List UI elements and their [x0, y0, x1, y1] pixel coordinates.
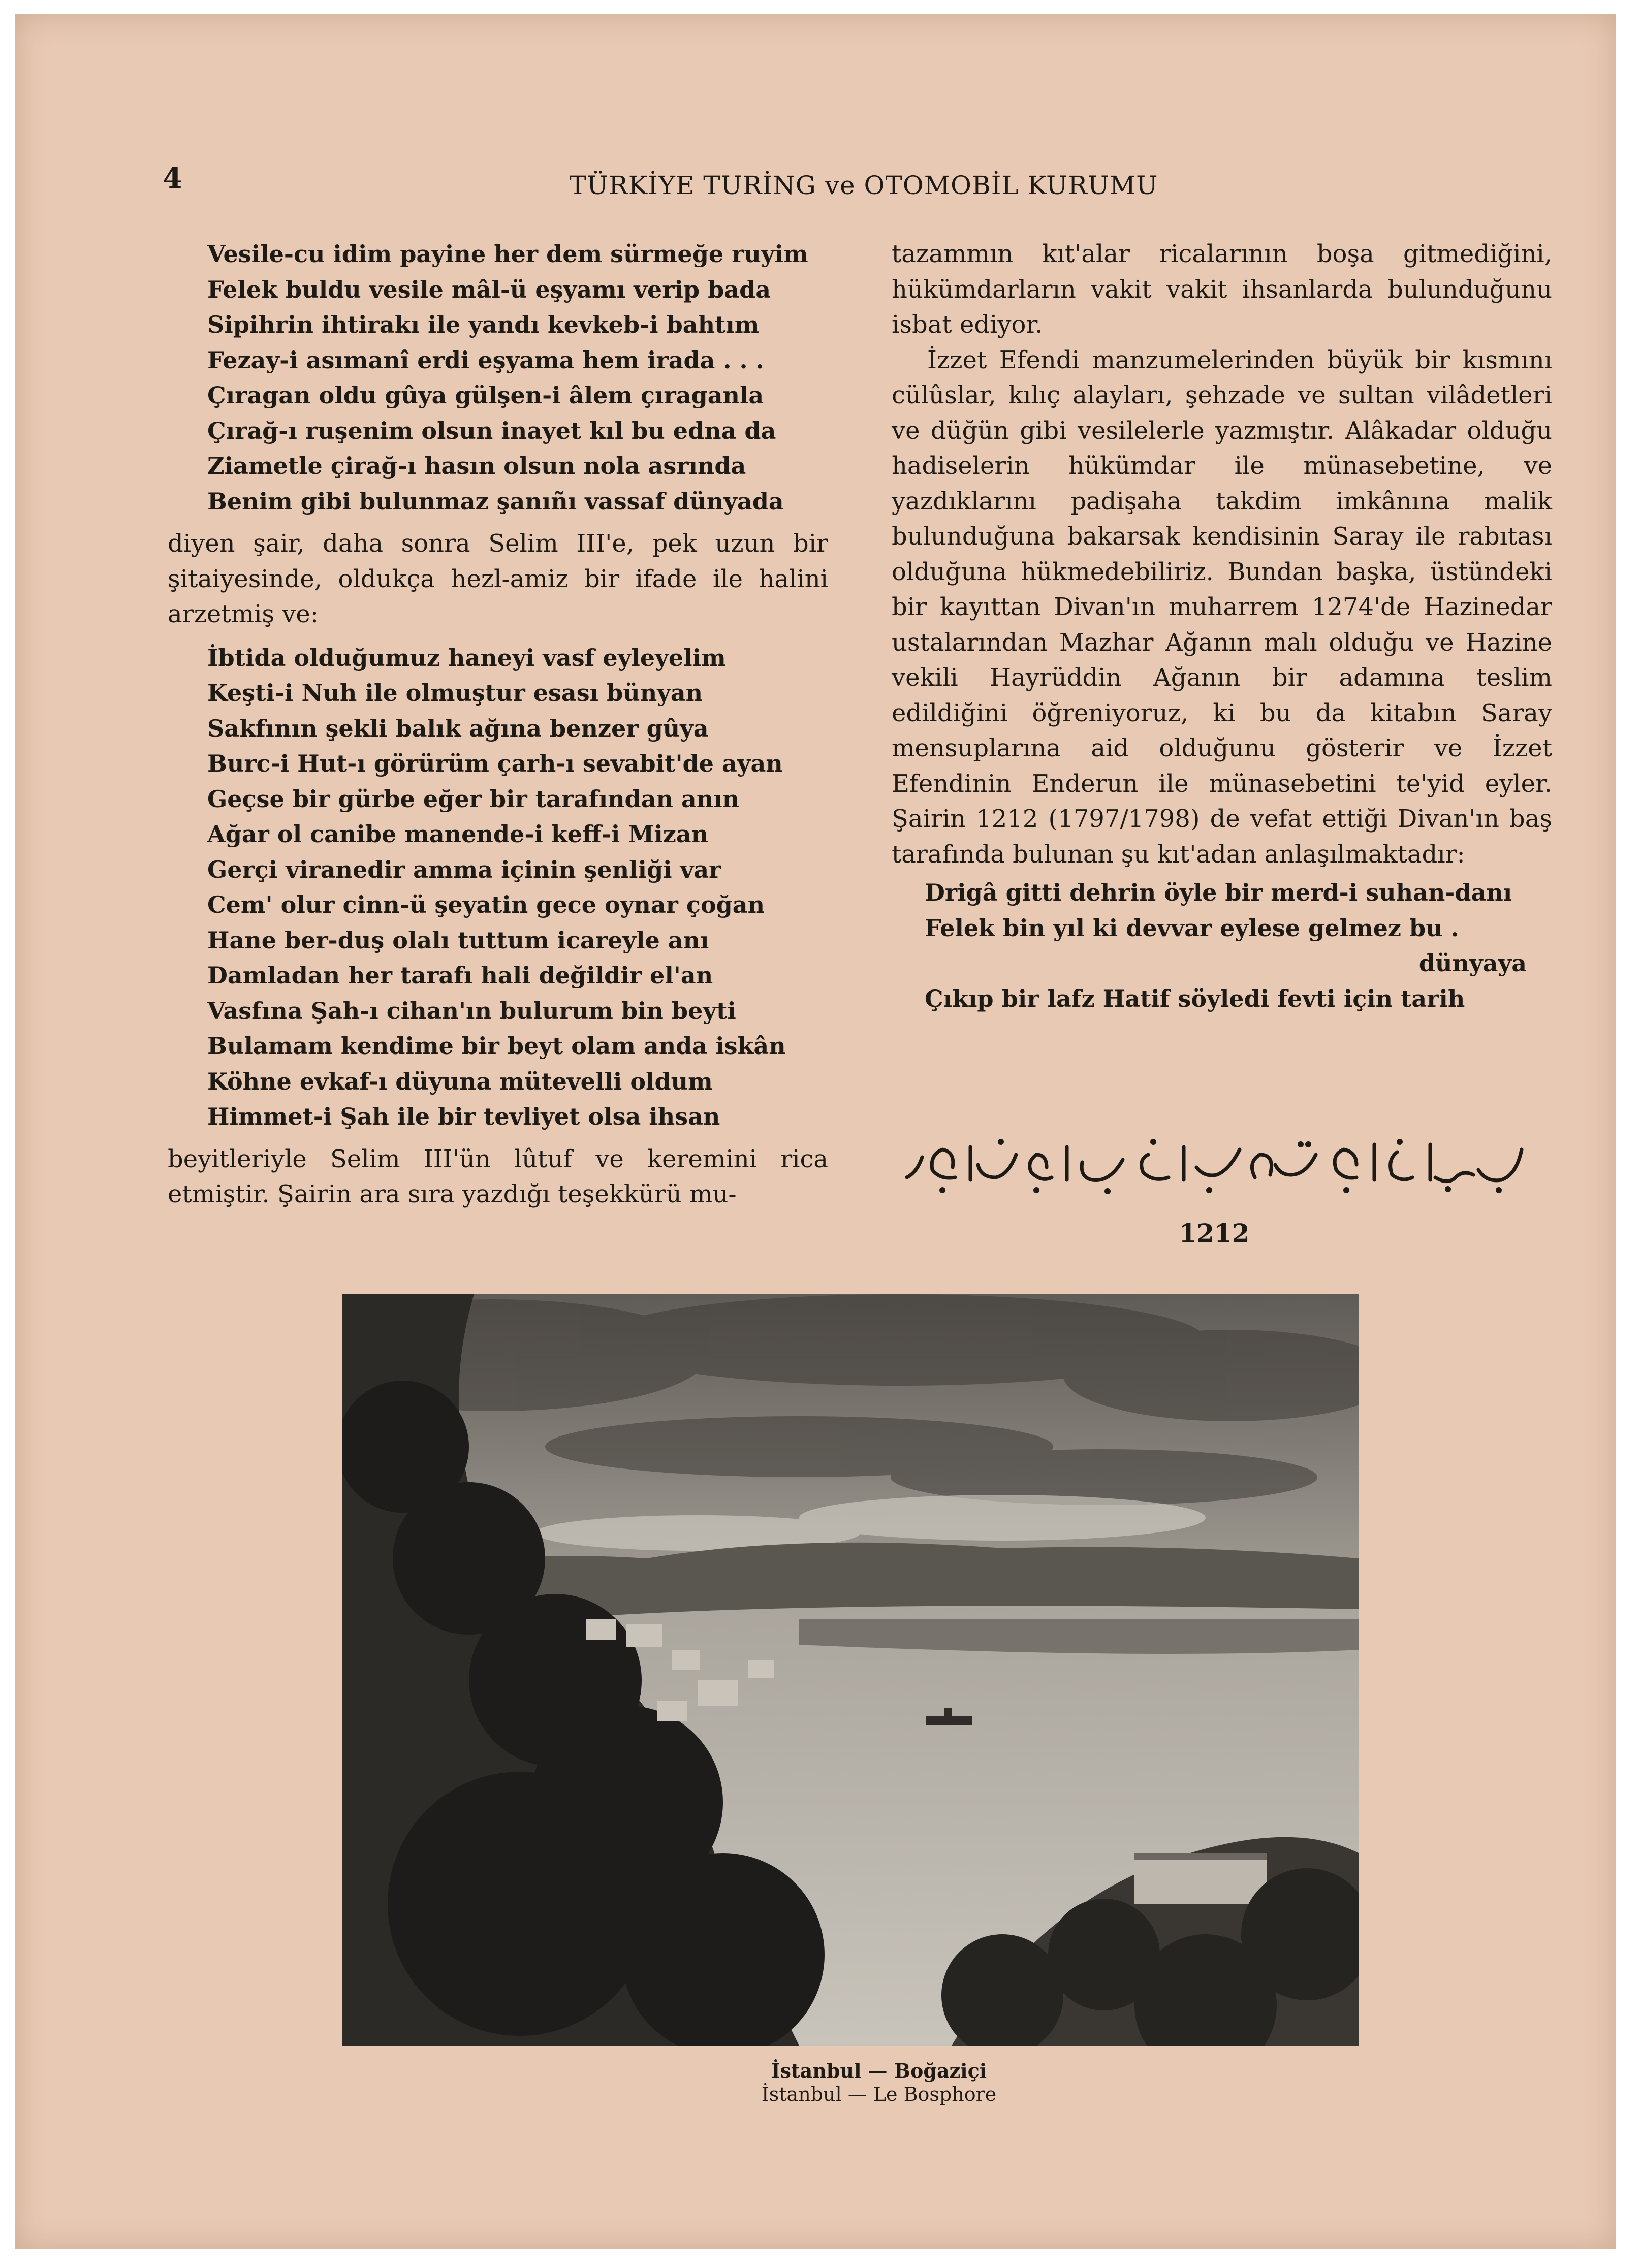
verse-line: Drigâ gitti dehrin öyle bir merd-i suhan-danı: [925, 879, 1512, 906]
caption-french: İstanbul — Le Bosphore: [761, 2083, 997, 2105]
prose-text: tazammın kıt'alar ricalarının boşa gitmediğini, hükümdarların vakit vakit ihsanlarda bulunduğunu isbat ediyor.: [892, 240, 1552, 339]
verse-block-2: [168, 641, 828, 1135]
prose-text: diyen şair, daha sonra Selim III'e, pek uzun bir şitaiyesinde, oldukça hezl-amiz bir ifade ile halini arzetmiş ve:: [168, 529, 828, 628]
verse-line: Cem' olur cinn-ü şeyatin gece oynar çoğan: [207, 891, 765, 918]
photo-caption: [625, 2059, 1133, 2106]
verse-line: Gerçi viranedir amma içinin şenliği var: [207, 855, 721, 883]
verse-line: Geçse bir gürbe eğer bir tarafından anın: [207, 785, 740, 813]
page: [15, 14, 1616, 2249]
running-head: TÜRKİYE TURİNG ve OTOMOBİL KURUMU: [569, 171, 1158, 200]
verse-line: Sakfının şekli balık ağına benzer gûya: [207, 714, 709, 742]
prose-paragraph: [168, 526, 828, 632]
ottoman-script-chronogram: [899, 1129, 1539, 1200]
verse-line: Vasfına Şah-ı cihan'ın bulurum bin beyti: [207, 997, 736, 1025]
verse-line: Çıragan oldu gûya gülşen-i âlem çıraganla: [207, 381, 764, 409]
verse-line: Fezay-i asımanî erdi eşyama hem irada . . .: [207, 346, 764, 374]
verse-line: Hane ber-duş olalı tuttum icareyle anı: [207, 926, 709, 954]
verse-line: Sipihrin ihtirakı ile yandı kevkeb-i bahtım: [207, 311, 760, 338]
verse-line: Felek bin yıl ki devvar eylese gelmez bu .: [925, 914, 1459, 942]
verse-line: Çıkıp bir lafz Hatif söyledi fevti için tarih: [925, 984, 1465, 1012]
prose-paragraph: [168, 1142, 828, 1212]
chronogram-year: 1212: [1179, 1218, 1250, 1248]
page-number: 4: [163, 162, 182, 195]
verse-line: Felek buldu vesile mâl-ü eşyamı verip bada: [207, 275, 771, 303]
verse-block-1: [168, 237, 828, 519]
verse-line-end: dünyaya: [1418, 949, 1527, 977]
prose-text: beyitleriyle Selim III'ün lûtuf ve keremini rica etmiştir. Şairin ara sıra yazdığı teşekkürü mu-: [168, 1144, 828, 1208]
caption-turkish: İstanbul — Boğaziçi: [771, 2059, 987, 2082]
prose-paragraph: [892, 237, 1552, 872]
verse-line: Ziametle çirağ-ı hasın olsun nola asrında: [207, 452, 746, 480]
verse-line: Bulamam kendime bir beyt olam anda iskân: [207, 1032, 786, 1060]
left-column: [168, 237, 828, 1212]
verse-line: Keşti-i Nuh ile olmuştur esası bünyan: [207, 679, 703, 707]
verse-line: Köhne evkaf-ı düyuna mütevelli oldum: [207, 1067, 713, 1095]
bosphorus-photo: [342, 1294, 1359, 2046]
verse-line: Damladan her tarafı hali değildir el'an: [207, 962, 713, 989]
verse-line: Himmet-i Şah ile bir tevliyet olsa ihsan: [207, 1103, 720, 1130]
verse-line: İbtida olduğumuz haneyi vasf eyleyelim: [207, 644, 726, 672]
verse-line: Vesile-cu idim payine her dem sürmeğe ruyim: [207, 240, 808, 268]
verse-line: Burc-i Hut-ı görürüm çarh-ı sevabit'de ayan: [207, 750, 783, 777]
verse-line: Benim gibi bulunmaz şanıñı vassaf dünyada: [207, 487, 784, 515]
right-column: [892, 237, 1552, 1016]
verse-line: Ağar ol canibe manende-i keff-i Mizan: [207, 820, 709, 848]
prose-text: İzzet Efendi manzumelerinden büyük bir kısmını cülûslar, kılıç alayları, şehzade ve sultan vilâdetleri ve düğün gibi vesilelerle yazmıştır. Alâkadar olduğu hadiselerin hükümdar ile münasebetine, ve yazdıklarını padişaha takdim imkânına malik bulunduğuna bakarsak kendisinin Saray ile rabıtası olduğuna hükmedebiliriz. Bundan başka, üstündeki bir kayıttan Divan'ın muharrem 1274'de Hazinedar ustalarından Mazhar Ağanın malı olduğu ve Hazine vekili Hayrüddin Ağanın bir adamına teslim edildiğini öğreniyoruz, ki bu da kitabın Saray mensuplarına aid olduğunu gösterir ve İzzet Efendinin Enderun ile münasebetini te'yid eyler. Şairin 1212 (1797/1798) de vefat ettiği Divan'ın baş tarafında bulunan şu kıt'adan anlaşılmaktadır:: [892, 345, 1552, 869]
verse-line: Çırağ-ı ruşenim olsun inayet kıl bu edna da: [207, 417, 776, 444]
tarih-verse: [892, 875, 1552, 1016]
